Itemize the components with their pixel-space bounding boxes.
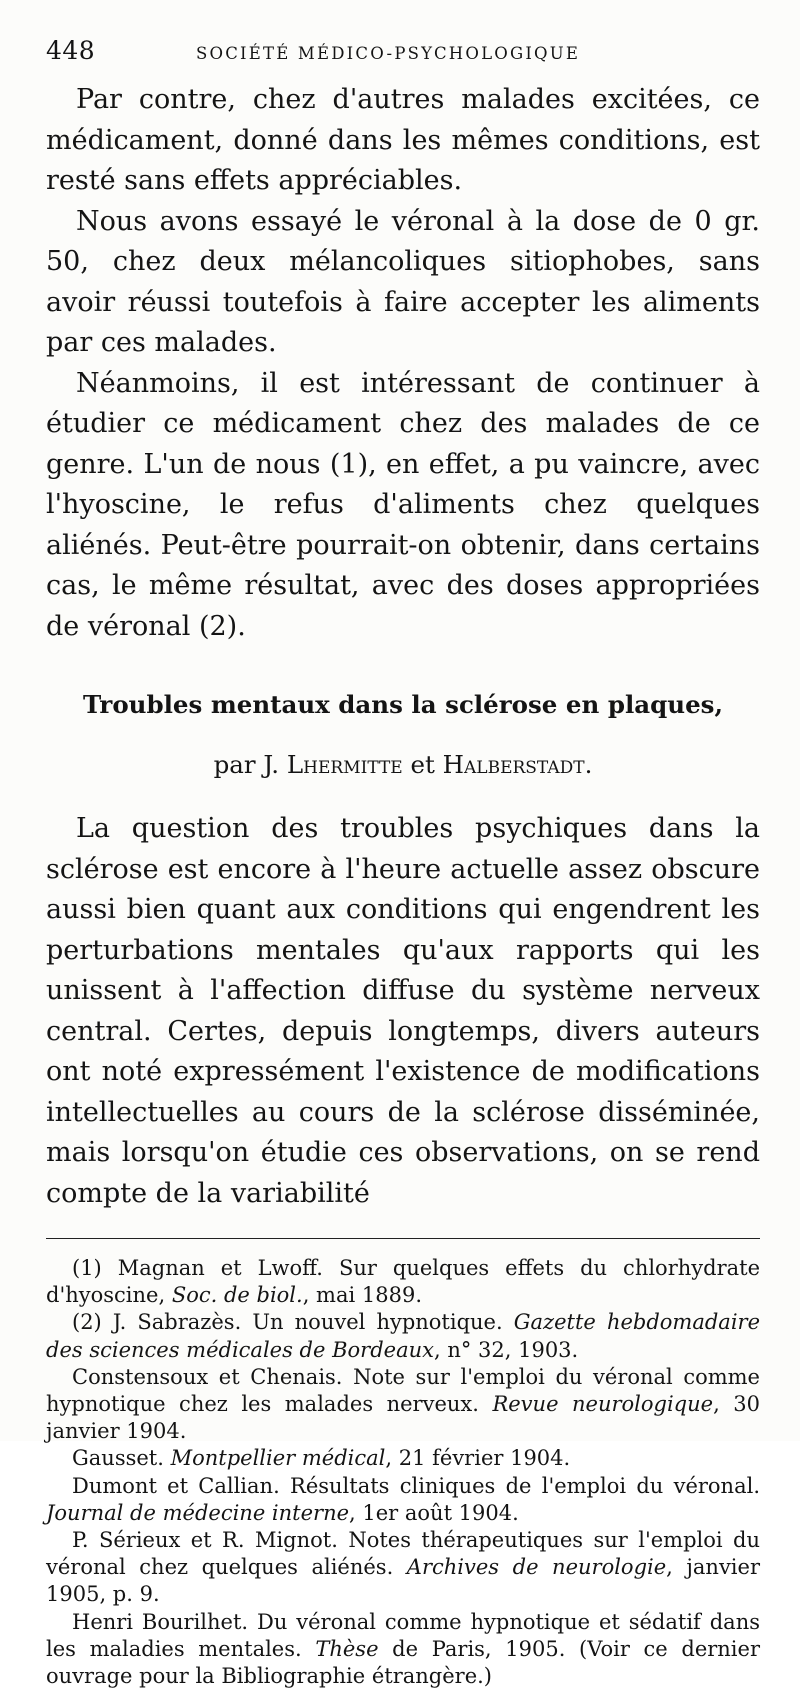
author-name: Halberstadt [442, 750, 585, 779]
article-body [46, 809, 760, 1214]
running-head: SOCIÉTÉ MÉDICO-PSYCHOLOGIQUE [196, 44, 581, 63]
footnote: Henri Bourilhet. Du véronal comme hypnotique et sédatif dans les maladies mentales. Thèse de Paris, 1905. (Voir ce dernier ouvrage pour la Bibliographie étrangère.) [46, 1609, 760, 1689]
footnote: Constensoux et Chenais. Note sur l'emploi du véronal comme hypnotique chez les malades nerveux. Revue neurologique, 30 janvier 1904. [46, 1364, 760, 1444]
footnotes [46, 1255, 760, 1690]
paragraph: Néanmoins, il est intéressant de continuer à étudier ce médicament chez des malades de ce genre. L'un de nous (1), en effet, a pu vaincre, avec l'hyoscine, le refus d'aliments chez quelques aliénés. Peut-être pourrait-on obtenir, dans certains cas, le même résultat, avec des doses appropriées de véronal (2). [46, 367, 760, 642]
authors-joiner: et [402, 750, 443, 779]
footnote: (2) J. Sabrazès. Un nouvel hypnotique. Gazette hebdomadaire des sciences médicales de Bordeaux, n° 32, 1903. [46, 1310, 761, 1362]
authors-prefix: par J. [213, 750, 287, 779]
footnote: (1) Magnan et Lwoff. Sur quelques effets du chlorhydrate d'hyoscine, Soc. de biol., mai 1889. [46, 1256, 760, 1308]
footnote: P. Sérieux et R. Mignot. Notes thérapeutiques sur l'emploi du véronal chez quelques aliénés. Archives de neurologie, janvier 1905, p. 9. [46, 1528, 760, 1607]
article-authors [46, 747, 760, 783]
paragraph: Par contre, chez d'autres malades excitées, ce médicament, donné dans les mêmes conditions, est resté sans effets appréciables. [46, 84, 760, 196]
footnote: Dumont et Callian. Résultats cliniques de l'emploi du véronal. Journal de médecine interne, 1er août 1904. [46, 1473, 760, 1525]
paragraph: La question des troubles psychiques dans la sclérose est encore à l'heure actuelle assez obscure aussi bien quant aux conditions qui engendrent les perturbations mentales qu'aux rapports qui les unissent à l'affection diffuse du système nerveux central. Certes, depuis longtemps, divers auteurs ont noté expressément l'existence de modifications intellectuelles au cours de la sclérose disséminée, mais lorsqu'on étudie ces observations, on se rend compte de la variabilité [46, 813, 760, 1209]
page-number: 448 [46, 36, 96, 65]
body-text [46, 80, 760, 647]
footnote: Gausset. Montpellier médical, 21 février 1904. [72, 1446, 571, 1471]
author-name: Lhermitte [286, 750, 403, 779]
authors-suffix: . [584, 750, 593, 779]
paragraph: Nous avons essayé le véronal à la dose de 0 gr. 50, chez deux mélancoliques sitiophobes, sans avoir réussi toutefois à faire accepter les aliments par ces malades. [46, 205, 760, 358]
page-header [46, 36, 760, 80]
article-title: Troubles mentaux dans la sclérose en plaques, [82, 690, 724, 719]
footnote-divider [46, 1238, 760, 1239]
